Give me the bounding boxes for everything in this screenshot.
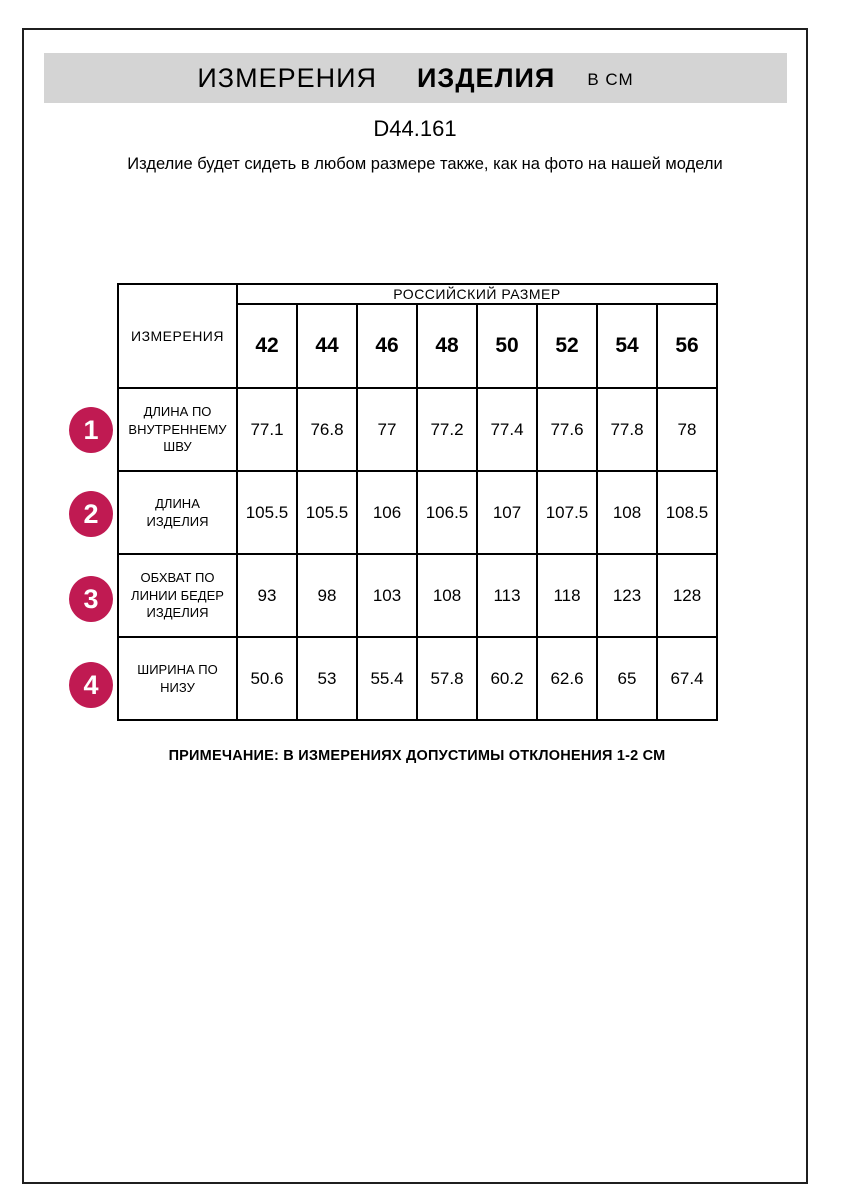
corner-header: ИЗМЕРЕНИЯ bbox=[118, 284, 237, 388]
row-label: ДЛИНА ПО ВНУТРЕННЕМУ ШВУ bbox=[118, 388, 237, 471]
row-label: ОБХВАТ ПО ЛИНИИ БЕДЕР ИЗДЕЛИЯ bbox=[118, 554, 237, 637]
page-title-product: ИЗДЕЛИЯ bbox=[417, 62, 556, 93]
row-label: ШИРИНА ПО НИЗУ bbox=[118, 637, 237, 720]
table-cell: 76.8 bbox=[297, 388, 357, 471]
table-cell: 77.1 bbox=[237, 388, 297, 471]
row-number-badge: 4 bbox=[69, 662, 113, 708]
table-cell: 106 bbox=[357, 471, 417, 554]
table-cell: 107 bbox=[477, 471, 537, 554]
measurements-table bbox=[117, 283, 718, 721]
table-cell: 55.4 bbox=[357, 637, 417, 720]
table-cell: 128 bbox=[657, 554, 717, 637]
model-code: D44.161 bbox=[373, 116, 457, 141]
row-label: ДЛИНА ИЗДЕЛИЯ bbox=[118, 471, 237, 554]
table-cell: 108 bbox=[597, 471, 657, 554]
table-cell: 77.4 bbox=[477, 388, 537, 471]
table-cell: 105.5 bbox=[297, 471, 357, 554]
table-cell: 105.5 bbox=[237, 471, 297, 554]
table-row bbox=[118, 554, 717, 637]
table-cell: 50.6 bbox=[237, 637, 297, 720]
table-cell: 93 bbox=[237, 554, 297, 637]
table-row bbox=[118, 637, 717, 720]
size-header: 46 bbox=[357, 304, 417, 388]
fit-description: Изделие будет сидеть в любом размере также, как на фото на нашей модели bbox=[127, 155, 723, 173]
table-cell: 106.5 bbox=[417, 471, 477, 554]
row-number-badge: 3 bbox=[69, 576, 113, 622]
page-title-measurements: ИЗМЕРЕНИЯ bbox=[197, 62, 377, 93]
size-header: 48 bbox=[417, 304, 477, 388]
table-row bbox=[118, 388, 717, 471]
table-cell: 118 bbox=[537, 554, 597, 637]
table-cell: 108 bbox=[417, 554, 477, 637]
table-cell: 60.2 bbox=[477, 637, 537, 720]
row-number-badge: 2 bbox=[69, 491, 113, 537]
table-cell: 77 bbox=[357, 388, 417, 471]
table-cell: 53 bbox=[297, 637, 357, 720]
table-cell: 108.5 bbox=[657, 471, 717, 554]
table-cell: 65 bbox=[597, 637, 657, 720]
size-header: 56 bbox=[657, 304, 717, 388]
size-header: 52 bbox=[537, 304, 597, 388]
table-cell: 77.8 bbox=[597, 388, 657, 471]
size-header: 54 bbox=[597, 304, 657, 388]
table-cell: 57.8 bbox=[417, 637, 477, 720]
group-header-row bbox=[118, 284, 717, 304]
table-cell: 78 bbox=[657, 388, 717, 471]
table-cell: 77.6 bbox=[537, 388, 597, 471]
size-header: 50 bbox=[477, 304, 537, 388]
size-header: 42 bbox=[237, 304, 297, 388]
size-header: 44 bbox=[297, 304, 357, 388]
table-cell: 103 bbox=[357, 554, 417, 637]
table-cell: 107.5 bbox=[537, 471, 597, 554]
table-cell: 62.6 bbox=[537, 637, 597, 720]
group-header: РОССИЙСКИЙ РАЗМЕР bbox=[237, 284, 717, 304]
tolerance-note: ПРИМЕЧАНИЕ: В ИЗМЕРЕНИЯХ ДОПУСТИМЫ ОТКЛОНЕНИЯ 1-2 СМ bbox=[168, 748, 666, 764]
title-band bbox=[44, 53, 787, 103]
table-cell: 98 bbox=[297, 554, 357, 637]
table-cell: 123 bbox=[597, 554, 657, 637]
table-cell: 77.2 bbox=[417, 388, 477, 471]
row-number-badge: 1 bbox=[69, 407, 113, 453]
table-row bbox=[118, 471, 717, 554]
table-cell: 113 bbox=[477, 554, 537, 637]
page-title-unit: В СМ bbox=[587, 70, 634, 89]
table-cell: 67.4 bbox=[657, 637, 717, 720]
